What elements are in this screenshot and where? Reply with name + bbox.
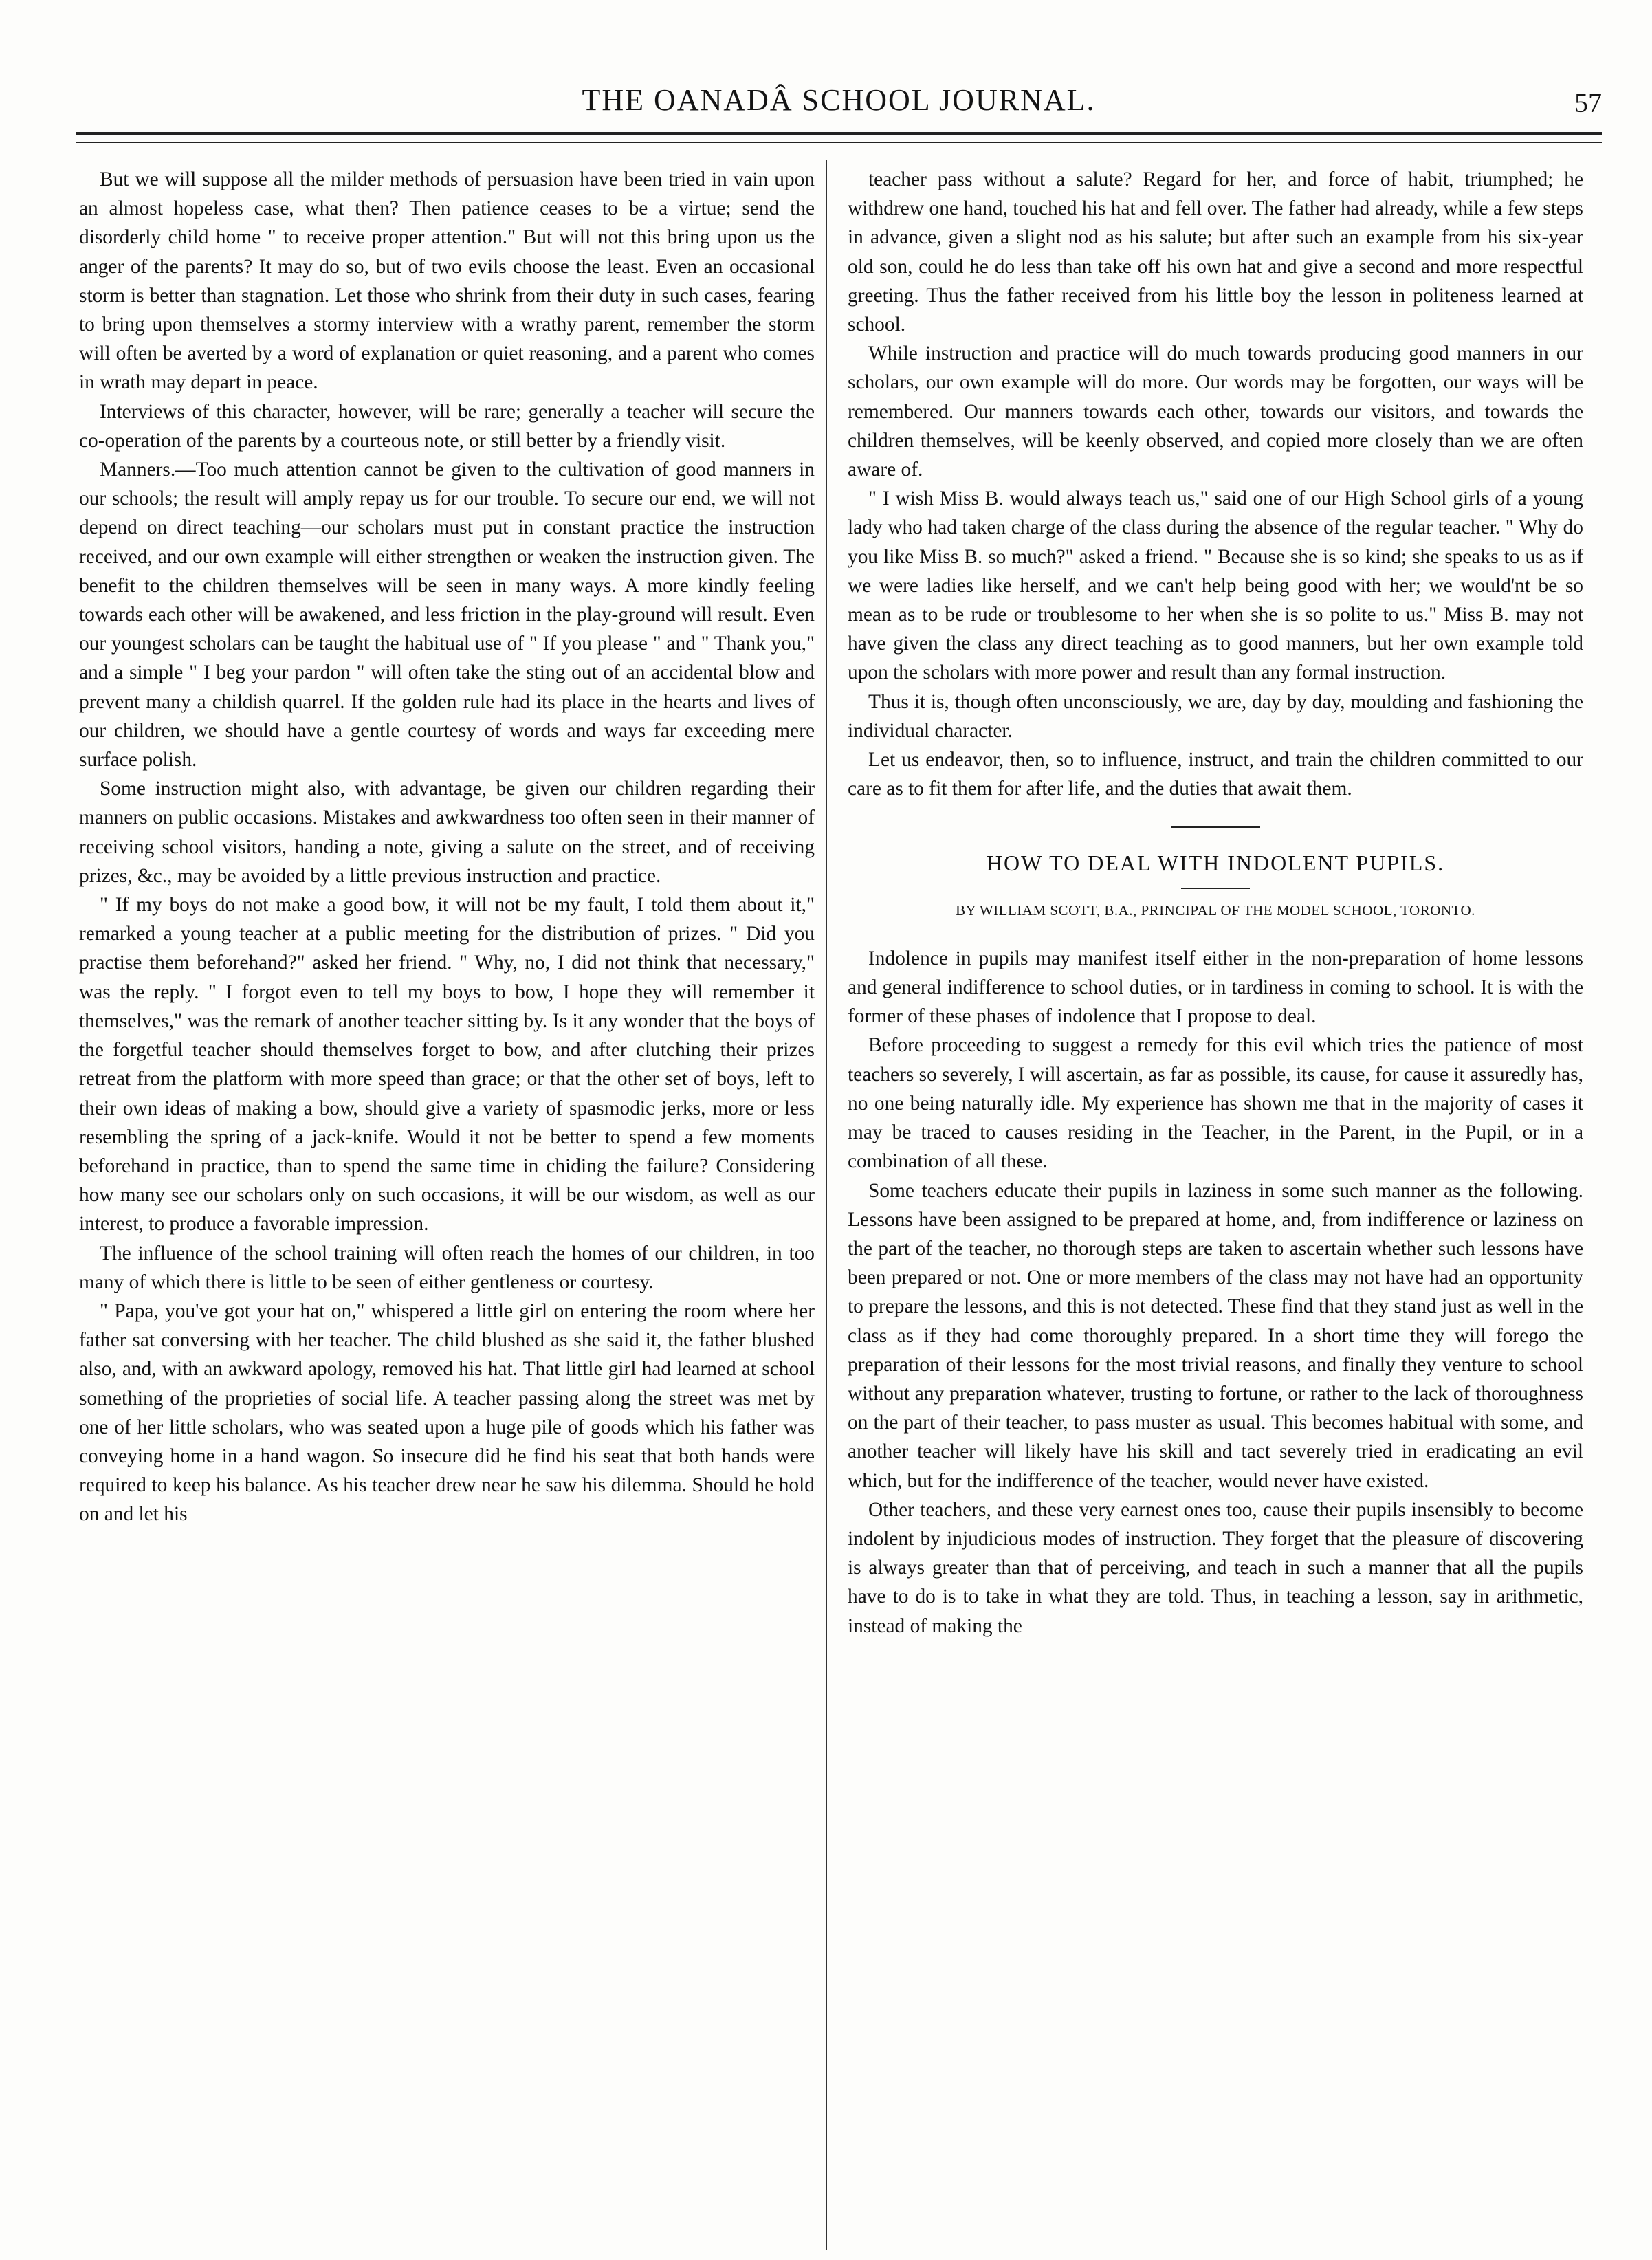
paragraph: While instruction and practice will do much towards producing good manners in our scholars, our own example will do more. Our words may be forgotten, our ways will be remembered. Our manners towards each other, towards our visitors, and towards the children themselves, will be keenly observed, and copied more closely than we are often aware of. bbox=[848, 342, 1583, 481]
page-header bbox=[76, 83, 1602, 124]
paragraph: Some teachers educate their pupils in laziness in some such manner as the following. Lessons have been assigned to be prepared at home, and, from indifference or laziness on the part of the teacher, no thorough steps are taken to ascertain whether such lessons have been prepared or not. One or more members of the class may not have had an opportunity to prepare the lessons, and this is not detected. These find that they stand just as well in the class as if they had come thoroughly prepared. In a short time they will forego the preparation of their lessons for the most trivial reasons, and finally they venture to school without any preparation whatever, trusting to fortune, or rather to the lack of thoroughness on the part of their teacher, to pass muster as usual. This becomes habitual with some, and another teacher will likely have his skill and tact severely tried in eradicating an evil which, but for the indifference of the teacher, would never have existed. bbox=[848, 1179, 1583, 1492]
article-title: HOW TO DEAL WITH INDOLENT PUPILS. bbox=[986, 851, 1445, 876]
journal-title: THE OANADÂ SCHOOL JOURNAL. bbox=[582, 83, 1096, 117]
left-column bbox=[79, 165, 815, 2248]
page-number: 57 bbox=[1574, 87, 1602, 118]
header-rule-thin bbox=[76, 142, 1602, 143]
paragraph: Interviews of this character, however, will be rare; generally a teacher will secure the co-operation of the parents by a courteous note, or still better by a friendly visit. bbox=[79, 400, 815, 452]
title-rule bbox=[1181, 888, 1250, 889]
paragraph: Thus it is, though often unconsciously, we are, day by day, moulding and fashioning the individual character. bbox=[848, 690, 1583, 742]
paragraph: Let us endeavor, then, so to influence, instruct, and train the children committed to our care as to fit them for after life, and the duties that await them. bbox=[848, 749, 1583, 800]
paragraph: Indolence in pupils may manifest itself either in the non-preparation of home lessons and general indifference to school duties, or in tardiness in coming to school. It is with the former of these phases of indolence that I propose to deal. bbox=[848, 947, 1583, 1028]
article-byline: BY WILLIAM SCOTT, B.A., PRINCIPAL OF THE MODEL SCHOOL, TORONTO. bbox=[956, 901, 1475, 919]
paragraph: Other teachers, and these very earnest ones too, cause their pupils insensibly to become indolent by injudicious modes of instruction. They forget that the pleasure of discovering is always greater than that of perceiving, and teach in such a manner that all the pupils have to do is to take in what they are told. Thus, in teaching a lesson, say in arithmetic, instead of making the bbox=[848, 1498, 1583, 1637]
paragraph: The influence of the school training will often reach the homes of our children, in too many of which there is little to be seen of either gentleness or courtesy. bbox=[79, 1242, 815, 1293]
paragraph: " If my boys do not make a good bow, it will not be my fault, I told them about it," remarked a young teacher at a public meeting for the distribution of prizes. " Did you practise them beforehand?" asked her friend. " Why, no, I did not think that necessary," was the reply. " I forgot even to tell my boys to bow, I hope they will remember it themselves," was the remark of another teacher sitting by. Is it any wonder that the boys of the forgetful teacher should themselves forget to bow, and after clutching their prizes retreat from the platform with more speed than grace; or that the other set of boys, left to their own ideas of making a bow, should give a variety of spasmodic jerks, more or less resembling the spring of a jack-knife. Would it not be better to spend a few moments beforehand in practice, than to spend the same time in chiding the failure? Considering how many see our scholars only on such occasions, it will be our wisdom, as well as our interest, to produce a favorable impression. bbox=[79, 894, 815, 1236]
right-column bbox=[848, 165, 1583, 2248]
paragraph: Some instruction might also, with advantage, be given our children regarding their manners on public occasions. Mistakes and awkwardness too often seen in their manner of receiving school visitors, handing a note, giving a salute on the street, and of receiving prizes, &c., may be avoided by a little previous instruction and practice. bbox=[79, 778, 815, 887]
paragraph: Before proceeding to suggest a remedy for this evil which tries the patience of most teachers so severely, I will ascertain, as far as possible, its cause, for cause it assuredly has, no one being naturally idle. My experience has shown me that in the majority of cases it may be traced to causes residing in the Teacher, in the Parent, in the Pupil, or in a combination of all these. bbox=[848, 1034, 1583, 1173]
column-divider bbox=[826, 160, 827, 2250]
section-divider bbox=[1171, 826, 1260, 828]
header-rule-thick bbox=[76, 132, 1602, 135]
paragraph: " Papa, you've got your hat on," whispered a little girl on entering the room where her father sat conversing with her teacher. The child blushed as she said it, the father blushed also, and, with an awkward apology, removed his hat. That little girl had learned at school something of the proprieties of social life. A teacher passing along the street was met by one of her little scholars, who was seated upon a huge pile of goods which his father was conveying home in a hand wagon. So insecure did he find his seat that both hands were required to keep his balance. As his teacher drew near he saw his dilemma. Should he hold on and let his bbox=[79, 1299, 815, 1526]
paragraph: But we will suppose all the milder methods of persuasion have been tried in vain upon an almost hopeless case, what then? Then patience ceases to be a virtue; send the disorderly child home " to receive proper attention." But will not this bring upon us the anger of the parents? It may do so, but of two evils choose the least. Even an occasional storm is better than stagnation. Let those who shrink from their duty in such cases, fearing to bring upon themselves a stormy interview with a wrathy parent, remember the storm will often be averted by a word of explanation or quiet reasoning, and a parent who comes in wrath may depart in peace. bbox=[79, 168, 815, 394]
paragraph: Manners.—Too much attention cannot be given to the cultivation of good manners in our schools; the result will amply repay us for our trouble. To secure our end, we will not depend on direct teaching—our scholars must put in constant practice the instruction received, and our own example will either strengthen or weaken the instruction given. The benefit to the children themselves will be seen in many ways. A more kindly feeling towards each other will be awakened, and less friction in the play-ground will result. Even our youngest scholars can be taught the habitual use of " If you please " and " Thank you," and a simple " I beg your pardon " will often take the sting out of an accidental blow and prevent many a childish quarrel. If the golden rule had its place in the hearts and lives of our children, we should have a gentle courtesy of words and ways far exceeding mere surface polish. bbox=[79, 459, 815, 771]
paragraph: " I wish Miss B. would always teach us," said one of our High School girls of a young lady who had taken charge of the class during the absence of the regular teacher. " Why do you like Miss B. so much?" asked a friend. " Because she is so kind; she speaks to us as if we were ladies like herself, and we can't help being good with her; we would'nt be so mean as to be rude or troublesome to her when she is so polite to us." Miss B. may not have given the class any direct teaching as to good manners, but her own example told upon the scholars with more power and result than any formal instruction. bbox=[848, 487, 1583, 684]
paragraph: teacher pass without a salute? Regard for her, and force of habit, triumphed; he withdrew one hand, touched his hat and fell over. The father had already, while a few steps in advance, given a slight nod as his salute; but after such an example from his six-year old son, could he do less than take off his own hat and give a second and more respectful greeting. Thus the father received from his little boy the lesson in politeness learned at school. bbox=[848, 168, 1583, 336]
